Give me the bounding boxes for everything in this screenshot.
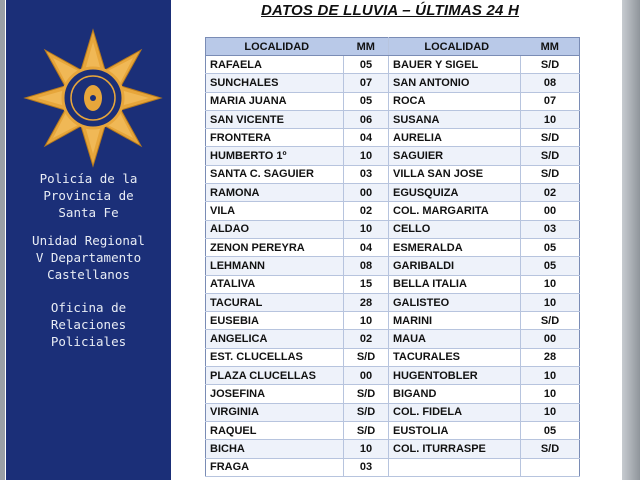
sidebar-regional-unit: Unidad Regional V Departamento Castellanos <box>32 233 145 282</box>
table-row <box>206 275 580 293</box>
table-row <box>206 440 580 458</box>
mm-cell: 10 <box>521 275 580 293</box>
table-row <box>206 184 580 202</box>
sidebar-police-name: Policía de la Provincia de Santa Fe <box>39 171 138 220</box>
locality-cell: CELLO <box>389 220 521 238</box>
table-row <box>206 202 580 220</box>
locality-cell: ALDAO <box>206 220 344 238</box>
table-row <box>206 165 580 183</box>
mm-cell: S/D <box>521 312 580 330</box>
mm-cell: 10 <box>344 312 389 330</box>
locality-cell: RAFAELA <box>206 56 344 74</box>
locality-cell: ANGELICA <box>206 330 344 348</box>
header-localidad-2: LOCALIDAD <box>389 38 521 56</box>
mm-cell: S/D <box>344 403 389 421</box>
table-row <box>206 110 580 128</box>
locality-cell: TACURALES <box>389 348 521 366</box>
mm-cell: 10 <box>344 220 389 238</box>
locality-cell: VIRGINIA <box>206 403 344 421</box>
mm-cell: S/D <box>344 385 389 403</box>
mm-cell: 00 <box>521 202 580 220</box>
table-row <box>206 257 580 275</box>
table-header-row <box>206 38 580 56</box>
table-row <box>206 312 580 330</box>
locality-cell: RAMONA <box>206 184 344 202</box>
viewer-scroll-shade <box>622 0 640 480</box>
table-row <box>206 385 580 403</box>
locality-cell: HUGENTOBLER <box>389 367 521 385</box>
table-row <box>206 92 580 110</box>
locality-cell: FRONTERA <box>206 129 344 147</box>
mm-cell: 07 <box>344 74 389 92</box>
mm-cell: 02 <box>344 202 389 220</box>
mm-cell: 28 <box>521 348 580 366</box>
mm-cell: 04 <box>344 238 389 256</box>
table-row <box>206 367 580 385</box>
locality-cell: ZENON PEREYRA <box>206 238 344 256</box>
locality-cell: VILLA SAN JOSE <box>389 165 521 183</box>
mm-cell: S/D <box>521 56 580 74</box>
table-row <box>206 147 580 165</box>
locality-cell: SANTA C. SAGUIER <box>206 165 344 183</box>
locality-cell: EGUSQUIZA <box>389 184 521 202</box>
locality-cell: HUMBERTO 1º <box>206 147 344 165</box>
locality-cell: FRAGA <box>206 458 344 476</box>
mm-cell: 08 <box>521 74 580 92</box>
locality-cell: RAQUEL <box>206 421 344 439</box>
mm-cell: 10 <box>344 440 389 458</box>
mm-cell: 03 <box>344 165 389 183</box>
table-row <box>206 348 580 366</box>
locality-cell: VILA <box>206 202 344 220</box>
sidebar-panel <box>6 0 171 480</box>
locality-cell: TACURAL <box>206 293 344 311</box>
table-row <box>206 238 580 256</box>
mm-cell: 05 <box>344 92 389 110</box>
mm-cell: S/D <box>521 147 580 165</box>
mm-cell: 06 <box>344 110 389 128</box>
locality-cell: BAUER Y SIGEL <box>389 56 521 74</box>
locality-cell: GALISTEO <box>389 293 521 311</box>
sidebar-office: Oficina de Relaciones Policiales <box>50 300 127 349</box>
table-row <box>206 458 580 476</box>
mm-cell: 03 <box>521 220 580 238</box>
locality-cell: SUNCHALES <box>206 74 344 92</box>
mm-cell: 03 <box>344 458 389 476</box>
locality-cell: MARIA JUANA <box>206 92 344 110</box>
table-row <box>206 129 580 147</box>
locality-cell: AURELIA <box>389 129 521 147</box>
locality-cell: EUSEBIA <box>206 312 344 330</box>
mm-cell: 10 <box>521 110 580 128</box>
locality-cell: PLAZA CLUCELLAS <box>206 367 344 385</box>
locality-cell: SUSANA <box>389 110 521 128</box>
mm-cell: S/D <box>521 165 580 183</box>
locality-cell: ATALIVA <box>206 275 344 293</box>
locality-cell: EUSTOLIA <box>389 421 521 439</box>
table-row <box>206 421 580 439</box>
locality-cell: EST. CLUCELLAS <box>206 348 344 366</box>
mm-cell: S/D <box>344 348 389 366</box>
police-badge-icon <box>21 28 166 168</box>
locality-cell: SAGUIER <box>389 147 521 165</box>
header-mm-1: MM <box>344 38 389 56</box>
mm-cell: 02 <box>521 184 580 202</box>
mm-cell: S/D <box>344 421 389 439</box>
locality-cell: SAN ANTONIO <box>389 74 521 92</box>
mm-cell: 08 <box>344 257 389 275</box>
mm-cell: 10 <box>521 293 580 311</box>
mm-cell: 05 <box>521 238 580 256</box>
mm-cell: 28 <box>344 293 389 311</box>
locality-cell: BICHA <box>206 440 344 458</box>
rainfall-table <box>205 37 580 477</box>
locality-cell: MAUA <box>389 330 521 348</box>
mm-cell: 00 <box>344 367 389 385</box>
mm-cell: 15 <box>344 275 389 293</box>
header-localidad-1: LOCALIDAD <box>206 38 344 56</box>
locality-cell <box>389 458 521 476</box>
locality-cell: COL. ITURRASPE <box>389 440 521 458</box>
mm-cell <box>521 458 580 476</box>
locality-cell: ESMERALDA <box>389 238 521 256</box>
locality-cell: LEHMANN <box>206 257 344 275</box>
locality-cell: BELLA ITALIA <box>389 275 521 293</box>
page-title: DATOS DE LLUVIA – ÚLTIMAS 24 H <box>261 2 519 19</box>
mm-cell: 05 <box>521 257 580 275</box>
table-row <box>206 293 580 311</box>
mm-cell: 05 <box>344 56 389 74</box>
mm-cell: 02 <box>344 330 389 348</box>
table-row <box>206 330 580 348</box>
locality-cell: BIGAND <box>389 385 521 403</box>
locality-cell: SAN VICENTE <box>206 110 344 128</box>
table-row <box>206 220 580 238</box>
mm-cell: 00 <box>344 184 389 202</box>
locality-cell: MARINI <box>389 312 521 330</box>
mm-cell: 10 <box>344 147 389 165</box>
table-row <box>206 74 580 92</box>
mm-cell: 00 <box>521 330 580 348</box>
mm-cell: S/D <box>521 440 580 458</box>
locality-cell: JOSEFINA <box>206 385 344 403</box>
locality-cell: GARIBALDI <box>389 257 521 275</box>
locality-cell: COL. MARGARITA <box>389 202 521 220</box>
locality-cell: ROCA <box>389 92 521 110</box>
mm-cell: 05 <box>521 421 580 439</box>
header-mm-2: MM <box>521 38 580 56</box>
mm-cell: 10 <box>521 403 580 421</box>
locality-cell: COL. FIDELA <box>389 403 521 421</box>
mm-cell: S/D <box>521 129 580 147</box>
mm-cell: 10 <box>521 367 580 385</box>
table-row <box>206 403 580 421</box>
mm-cell: 10 <box>521 385 580 403</box>
mm-cell: 07 <box>521 92 580 110</box>
table-row <box>206 56 580 74</box>
mm-cell: 04 <box>344 129 389 147</box>
